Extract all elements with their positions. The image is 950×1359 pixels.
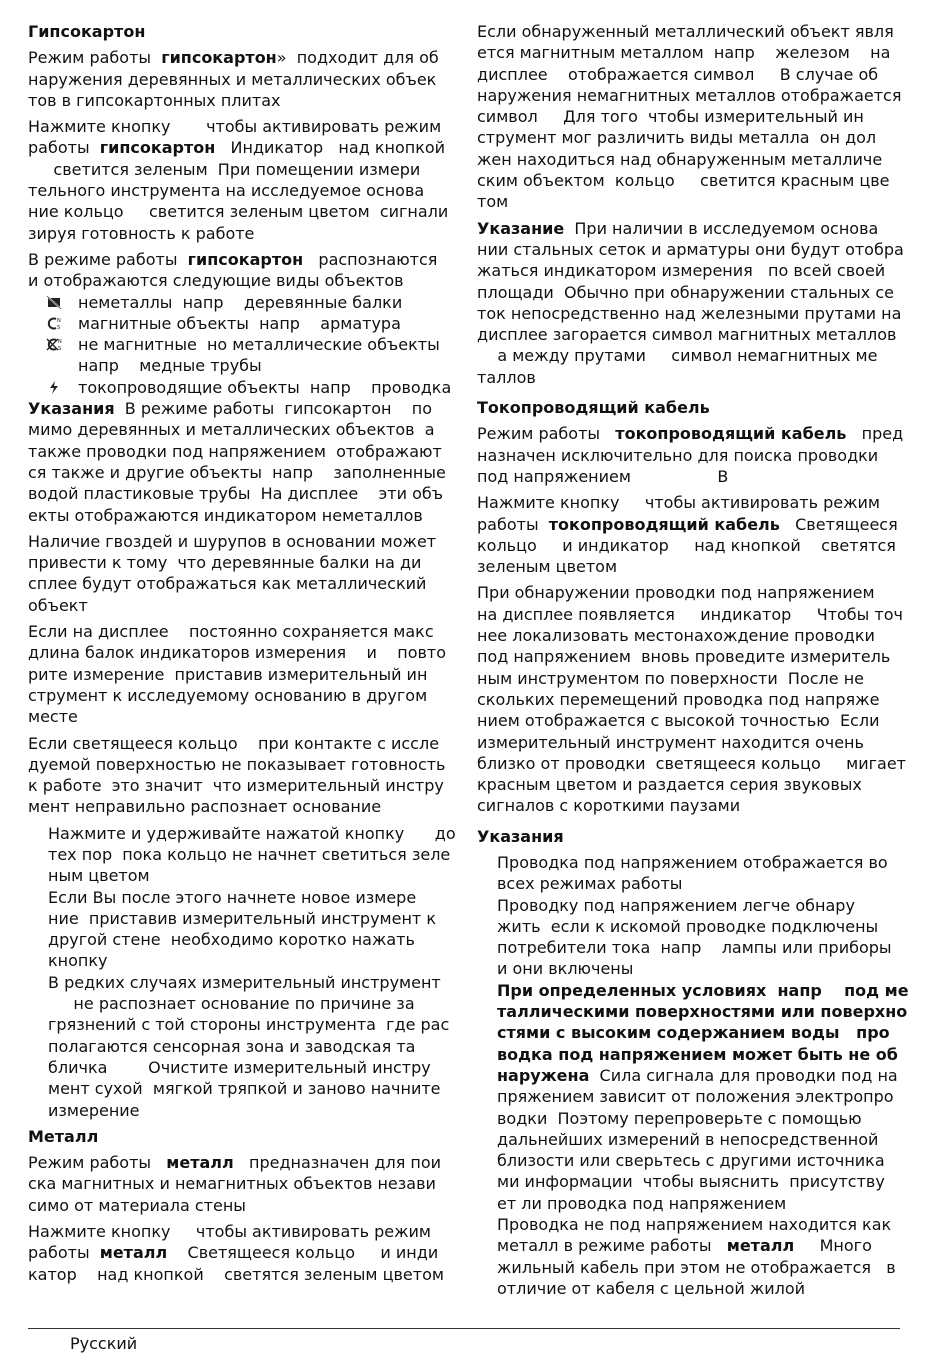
- text-line: Если обнаруженный металлический объект явля: [477, 22, 894, 41]
- text-line: водка под напряжением может быть не об: [497, 1044, 898, 1064]
- text-line: месте: [28, 707, 78, 727]
- text-line: таллов: [477, 367, 536, 387]
- text-line: наружения деревянных и металлических объек: [28, 69, 437, 89]
- text-line: красным цветом и раздается серия звуковых: [477, 775, 862, 795]
- text-line: потребители тока напр лампы или приборы: [497, 938, 892, 958]
- note-first-line: При наличии в исследуемом основа: [564, 218, 879, 238]
- text-line: бличка Очистите измерительный инстру: [48, 1057, 431, 1077]
- text-line: симо от материала стены: [28, 1195, 246, 1215]
- text-line: и они включены: [497, 959, 634, 979]
- text-line: жильный кабель при этом не отображается в: [497, 1257, 896, 1277]
- object-type-live-wire: [28, 377, 452, 398]
- note-dead-wire: [497, 1214, 897, 1299]
- text-line: дуемой поверхностью не показывает готовность: [28, 754, 446, 774]
- text-line: нии стальных сеток и арматуры они будут отобра: [477, 239, 904, 259]
- text-line: водой пластиковые трубы На дисплее эти объ: [28, 484, 444, 504]
- reinforcement-note: [477, 218, 904, 388]
- note-conditions-bold-end: наружена: [497, 1065, 590, 1085]
- text-line: сигналов с короткими паузами: [477, 796, 741, 816]
- text-line: жен находиться над обнаруженным металличе: [477, 149, 883, 169]
- text-line: назначен исключительно для поиска проводки: [477, 445, 879, 465]
- text-line: Если Вы после этого начнете новое измере: [48, 887, 417, 907]
- text-line: ет ли проводка под напряжением: [497, 1193, 787, 1213]
- text-line: Проводка под напряжением отображается во: [497, 852, 888, 872]
- text-line: Нажмите кнопку чтобы активировать режим: [477, 493, 880, 513]
- object-type-list: [28, 292, 452, 398]
- text-line: токопроводящие объекты напр проводка: [78, 377, 452, 397]
- text-line: нием отображается с высокой точностью Если: [477, 711, 880, 731]
- text-line: полагаются сенсорная зона и заводская та: [48, 1036, 416, 1056]
- text-line: Наличие гвоздей и шурупов в основании может: [28, 531, 437, 551]
- drywall-activation-text: [28, 116, 448, 244]
- text-line: жаться индикатором измерения по всей своей: [477, 261, 886, 281]
- text-line: ным инструментом по поверхности После не: [477, 668, 864, 688]
- note-consumers: [497, 895, 897, 980]
- text-line: тех пор пока кольцо не начнет светиться зеле: [48, 844, 451, 864]
- text-line: работы токопроводящий кабель Светящееся: [477, 514, 898, 534]
- live-cable-notes-heading: Указания: [477, 826, 564, 846]
- text-line: светится зеленым При помещении измери: [28, 159, 421, 179]
- text-line: Режим работы гипсокартон» подходит для об: [28, 48, 439, 68]
- text-line: а между прутами символ немагнитных ме: [477, 346, 878, 366]
- text-line: не распознает основание по причине за: [48, 994, 415, 1014]
- text-line: нее локализовать местонахождение проводки: [477, 626, 875, 646]
- text-line: металл в режиме работы металл Много: [497, 1236, 872, 1256]
- svg-text:S: S: [58, 346, 62, 353]
- text-line: символ Для того чтобы измерительный ин: [477, 107, 864, 127]
- text-line: не магнитные но металлические объекты: [78, 335, 440, 355]
- text-line: кнопку: [48, 951, 108, 971]
- note-conditions: [497, 980, 909, 1214]
- text-line: В режиме работы гипсокартон распознаются: [28, 249, 438, 269]
- text-line: тельного инструмента на исследуемое основа: [28, 181, 425, 201]
- drywall-heading: Гипсокартон: [28, 22, 146, 41]
- live-wire-icon: [46, 380, 62, 395]
- text-line: под напряжением вновь проведите измеритель: [477, 647, 891, 667]
- left-column: [28, 21, 456, 1285]
- text-line: стями с высоким содержанием воды про: [497, 1023, 890, 1043]
- text-line: Если светящееся кольцо при контакте с иссле: [28, 733, 440, 753]
- max-length-text: [28, 621, 448, 727]
- metal-mode-intro: [28, 1152, 448, 1216]
- note-label: Указание: [477, 218, 565, 238]
- notes-label: Указания: [28, 399, 115, 419]
- text-line: Нажмите кнопку чтобы активировать режим: [28, 117, 442, 137]
- drywall-mode-intro: [28, 47, 448, 111]
- text-line: екты отображаются индикатором неметаллов: [28, 505, 423, 525]
- svg-text:S: S: [57, 324, 61, 331]
- live-cable-heading: Токопроводящий кабель: [477, 398, 710, 418]
- footer-divider: [28, 1328, 900, 1329]
- text-line: Нажмите кнопку чтобы активировать режим: [28, 1222, 431, 1242]
- text-line: измерительный инструмент находится очень: [477, 732, 864, 752]
- text-line: катор над кнопкой светятся зеленым цветом: [28, 1264, 444, 1284]
- text-line: дисплее отображается символ В случае об: [477, 64, 879, 84]
- calibration-instructions: [28, 823, 456, 1121]
- text-line: ток непосредственно над железными прутами на: [477, 303, 902, 323]
- text-line: Режим работы металл предназначен для пои: [28, 1153, 442, 1173]
- footer-language: Русский: [70, 1334, 138, 1353]
- text-line: зеленым цветом: [477, 557, 618, 577]
- text-line: мимо деревянных и металлических объектов а: [28, 420, 435, 440]
- object-type-non-magnetic: [28, 334, 448, 377]
- object-type-non-metal: [28, 292, 448, 313]
- drywall-notes: [28, 398, 448, 526]
- text-line: струмент мог различить виды металла он дол: [477, 128, 877, 148]
- text-line: ется магнитным металлом напр железом на: [477, 43, 891, 63]
- text-line: Нажмите и удерживайте нажатой кнопку до: [48, 823, 456, 843]
- notes-first-line: В режиме работы гипсокартон по: [114, 399, 433, 419]
- text-line: грязнений с той стороны инструмента где рас: [48, 1015, 450, 1035]
- text-line: Проводку под напряжением легче обнару: [497, 895, 855, 915]
- text-line: зируя готовность к работе: [28, 223, 255, 243]
- text-line: работы металл Светящееся кольцо и инди: [28, 1243, 439, 1263]
- live-cable-intro-line1: Режим работы токопроводящий кабель пред: [477, 424, 904, 444]
- text-line: наружения немагнитных металлов отображается: [477, 85, 902, 105]
- text-line: пряжением зависит от положения электропро: [497, 1087, 894, 1107]
- text-line: дисплее загорается символ магнитных металлов: [477, 325, 897, 345]
- text-line: Проводка не под напряжением находится как: [497, 1215, 892, 1235]
- text-line: ние приставив измерительный инструмент к: [48, 908, 436, 928]
- magnetic-icon: [46, 316, 62, 331]
- text-line: скольких перемещений проводка под напряже: [477, 689, 880, 709]
- text-line: сплее будут отображаться как металлический: [28, 574, 427, 594]
- text-line: таллическими поверхностями или поверхно: [497, 1002, 908, 1022]
- text-line: привести к тому что деревянные балки на ди: [28, 553, 422, 573]
- right-column: [477, 21, 909, 1299]
- text-line: ми информации чтобы выяснить присутству: [497, 1172, 885, 1192]
- text-line: мент неправильно распознает основание: [28, 797, 382, 817]
- text-line: жить если к искомой проводке подключены: [497, 916, 879, 936]
- text-line: и отображаются следующие виды объектов: [28, 271, 404, 291]
- text-line: магнитные объекты напр арматура: [78, 313, 401, 333]
- text-line: ска магнитных и немагнитных объектов незави: [28, 1174, 436, 1194]
- drywall-detection-text: [28, 249, 448, 292]
- live-cable-detection-text: [477, 582, 906, 816]
- live-cable-intro: [477, 423, 904, 487]
- text-line: струмент к исследуемому основанию в другом: [28, 685, 428, 705]
- text-line: том: [477, 192, 509, 212]
- text-line: всех режимах работы: [497, 874, 683, 894]
- non-magnetic-icon: [46, 337, 62, 352]
- note-all-modes: [497, 852, 897, 895]
- nails-screws-text: [28, 531, 448, 616]
- text-line: ским объектом кольцо светится красным цве: [477, 171, 890, 191]
- text-line: ние кольцо светится зеленым цветом сигнали: [28, 202, 449, 222]
- text-line: кольцо и индикатор над кнопкой светятся: [477, 535, 896, 555]
- text-line: Если на дисплее постоянно сохраняется макс: [28, 622, 434, 642]
- note-conditions-continuation: Сила сигнала для проводки под на: [589, 1065, 898, 1085]
- text-line: ным цветом: [48, 866, 150, 886]
- text-line: В редких случаях измерительный инструмент: [48, 972, 441, 992]
- text-line: При определенных условиях напр под ме: [497, 980, 909, 1000]
- metal-type-text: [477, 21, 902, 213]
- text-line: водки Поэтому перепроверьте с помощью: [497, 1108, 862, 1128]
- text-line: неметаллы напр деревянные балки: [78, 292, 403, 312]
- text-line: другой стене необходимо коротко нажать: [48, 930, 415, 950]
- metal-activation-text: [28, 1221, 448, 1285]
- text-line: При обнаружении проводки под напряжением: [477, 583, 875, 603]
- text-line: площади Обычно при обнаружении стальных се: [477, 282, 894, 302]
- text-line: тов в гипсокартонных плитах: [28, 90, 281, 110]
- ring-not-ready-text: [28, 733, 448, 818]
- text-line: рите измерение приставив измерительный ин: [28, 664, 428, 684]
- text-line: объект: [28, 595, 88, 615]
- text-line: на дисплее появляется индикатор Чтобы точ: [477, 604, 903, 624]
- text-line: близости или сверьтесь с другими источника: [497, 1151, 885, 1171]
- text-line: ся также и другие объекты напр заполненные: [28, 462, 446, 482]
- text-line: также проводки под напряжением отображают: [28, 441, 442, 461]
- text-line: длина балок индикаторов измерения и повто: [28, 643, 447, 663]
- svg-text:N: N: [58, 339, 62, 346]
- text-line: работы гипсокартон Индикатор над кнопкой: [28, 138, 446, 158]
- live-cable-notes: [477, 852, 909, 1299]
- svg-text:N: N: [57, 317, 61, 324]
- text-line: близко от проводки светящееся кольцо мигает: [477, 753, 906, 773]
- non-metal-icon: [46, 295, 62, 310]
- text-line: напр медные трубы: [78, 356, 262, 376]
- text-line: измерение: [48, 1100, 140, 1120]
- text-line: отличие от кабеля с цельной жилой: [497, 1278, 806, 1298]
- live-cable-activation-text: [477, 492, 897, 577]
- text-line: дальнейших измерений в непосредственной: [497, 1129, 879, 1149]
- object-type-magnetic: [28, 313, 448, 334]
- text-line: мент сухой мягкой тряпкой и заново начните: [48, 1079, 441, 1099]
- text-line: под напряжением В: [477, 466, 729, 486]
- text-line: к работе это значит что измерительный инстру: [28, 776, 444, 796]
- metal-heading: Металл: [28, 1126, 99, 1146]
